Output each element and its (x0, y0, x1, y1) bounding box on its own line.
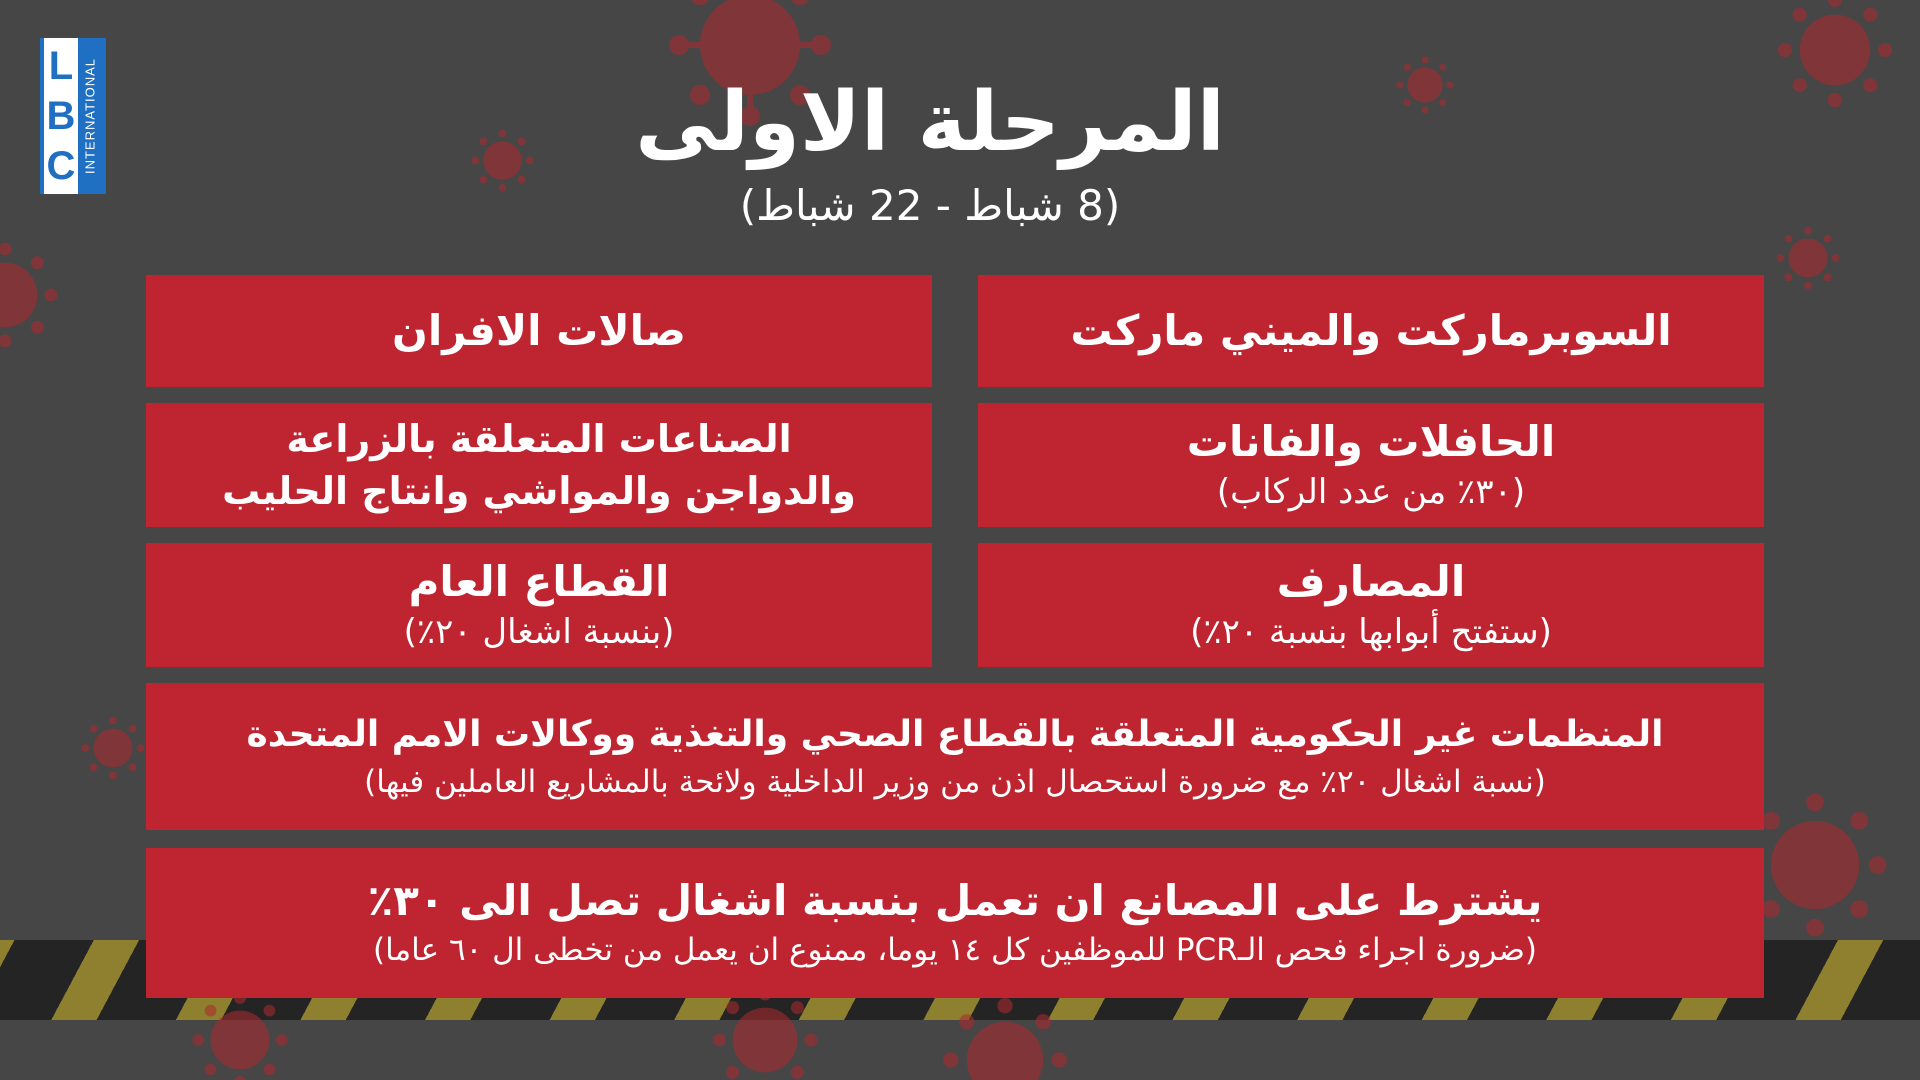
virus-icon (710, 985, 820, 1080)
box-public-sector-note: (بنسبة اشغال ٢٠٪) (403, 612, 675, 652)
logo-side-text: INTERNATIONAL (82, 57, 98, 175)
box-buses-note: (٣٠٪ من عدد الركاب) (1216, 472, 1526, 512)
virus-icon (1775, 0, 1895, 110)
box-supermarket (978, 275, 1764, 387)
box-public-sector-title: القطاع العام (408, 557, 670, 606)
box-factories-note: (ضرورة اجراء فحص الـPCR للموظفين كل ١٤ يوما، ممنوع ان يعمل من تخطى ال ٦٠ عاما) (372, 932, 1538, 968)
logo-letter-b: B (46, 94, 76, 138)
box-ngos-title: المنظمات غير الحكومية المتعلقة بالقطاع الصحي والتغذية ووكالات الامم المتحدة (246, 713, 1664, 755)
page-subtitle: (8 شباط - 22 شباط) (739, 181, 1121, 230)
logo-letter-c: C (46, 144, 76, 188)
logo-letters (44, 38, 78, 194)
box-factories (146, 848, 1764, 998)
virus-icon (80, 715, 146, 781)
box-buses (978, 403, 1764, 527)
virus-icon (470, 128, 535, 193)
lbc-logo (40, 38, 106, 194)
box-supermarket-title: السوبرماركت والميني ماركت (1070, 306, 1672, 355)
box-bakeries (146, 275, 932, 387)
logo-side-band (78, 38, 102, 194)
box-factories-title: يشترط على المصانع ان تعمل بنسبة اشغال تصل الى ٣٠٪ (367, 876, 1543, 925)
box-ngos-note: (نسبة اشغال ٢٠٪ مع ضرورة استحصال اذن من وزير الداخلية ولائحة بالمشاريع العاملين فيها) (364, 763, 1546, 800)
virus-icon (190, 990, 290, 1080)
box-banks-title: المصارف (1276, 557, 1466, 606)
virus-icon (1395, 55, 1455, 115)
virus-icon (0, 240, 60, 350)
box-ngos (146, 683, 1764, 830)
page-title: المرحلة الاولى (635, 75, 1225, 170)
box-public-sector (146, 543, 932, 667)
box-banks (978, 543, 1764, 667)
box-banks-note: (ستفتح أبوابها بنسبة ٢٠٪) (1190, 612, 1552, 652)
box-industries-line1: الصناعات المتعلقة بالزراعة (286, 417, 792, 461)
box-bakeries-title: صالات الافران (392, 306, 686, 355)
box-buses-title: الحافلات والفانات (1186, 417, 1556, 466)
box-industries-line2: والدواجن والمواشي وانتاج الحليب (222, 469, 856, 513)
virus-icon (1775, 225, 1841, 291)
logo-letter-l: L (48, 44, 74, 88)
box-industries (146, 403, 932, 527)
virus-icon (940, 995, 1070, 1080)
